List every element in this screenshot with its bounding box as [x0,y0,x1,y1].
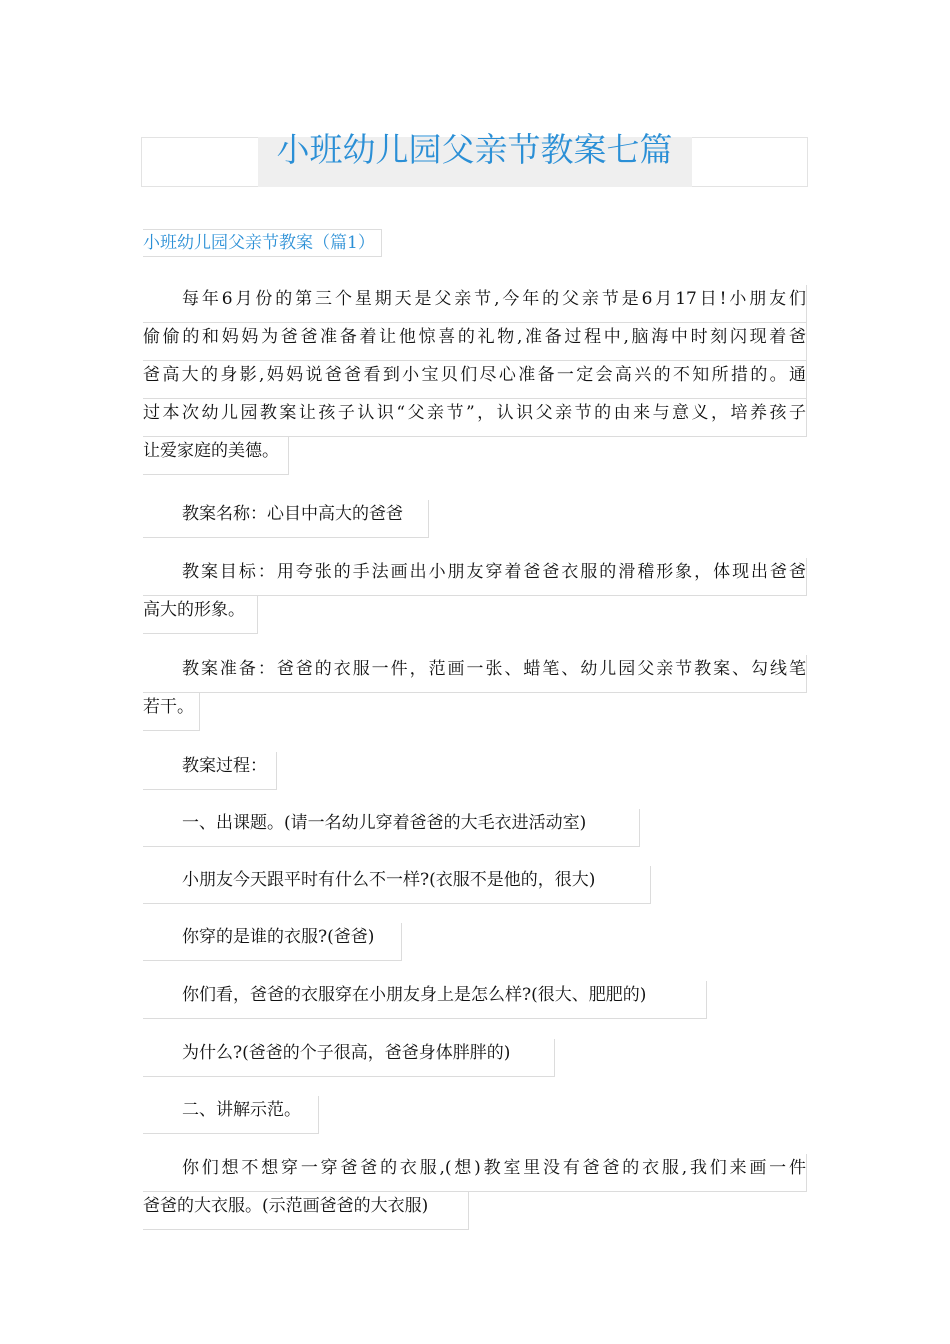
question-one [143,866,651,904]
text-line: 高大的形象。 [143,596,258,634]
text-line: 你们看，爸爸的衣服穿在小朋友身上是怎么样?(很大、肥肥的) [143,981,707,1019]
text-line: 若干。 [143,693,200,731]
text-line: 教案名称：心目中高大的爸爸 [143,500,429,538]
text-line: 小朋友今天跟平时有什么不一样?(衣服不是他的，很大) [143,866,651,904]
lesson-process [143,752,277,790]
lesson-preparation [143,655,807,731]
text-line: 过本次幼儿园教案让孩子认识“父亲节”，认识父亲节的由来与意义，培养孩子 [143,399,807,437]
intro-paragraph [143,285,807,480]
document-title: 小班幼儿园父亲节教案七篇 [276,130,673,169]
question-four [143,1039,555,1077]
question-three [143,981,707,1019]
lesson-name [143,500,429,538]
text-line: 教案准备：爸爸的衣服一件，范画一张、蜡笔、幼儿园父亲节教案、勾线笔 [143,655,807,693]
step-two [143,1096,319,1134]
text-line: 爸爸的大衣服。(示范画爸爸的大衣服) [143,1192,469,1230]
text-line: 你们想不想穿一穿爸爸的衣服,(想)教室里没有爸爸的衣服,我们来画一件 [143,1154,807,1192]
text-line: 偷偷的和妈妈为爸爸准备着让他惊喜的礼物,准备过程中,脑海中时刻闪现着爸 [143,323,807,361]
text-line: 你穿的是谁的衣服?(爸爸) [143,923,402,961]
text-line: 二、讲解示范。 [143,1096,319,1134]
section-heading: 小班幼儿园父亲节教案（篇1） [143,229,382,257]
lesson-goal [143,558,807,634]
demo-paragraph [143,1154,807,1230]
text-line: 让爱家庭的美德。 [143,437,289,475]
text-line: 教案目标：用夸张的手法画出小朋友穿着爸爸衣服的滑稽形象，体现出爸爸 [143,558,807,596]
step-one [143,809,640,847]
text-line: 教案过程： [143,752,277,790]
question-two [143,923,402,961]
text-line: 爸高大的身影,妈妈说爸爸看到小宝贝们尽心准备一定会高兴的不知所措的。通 [143,361,807,399]
text-line: 为什么?(爸爸的个子很高，爸爸身体胖胖的) [143,1039,555,1077]
text-line: 每年6月份的第三个星期天是父亲节,今年的父亲节是6月17日!小朋友们 [143,285,807,323]
text-line: 一、出课题。(请一名幼儿穿着爸爸的大毛衣进活动室) [143,809,640,847]
